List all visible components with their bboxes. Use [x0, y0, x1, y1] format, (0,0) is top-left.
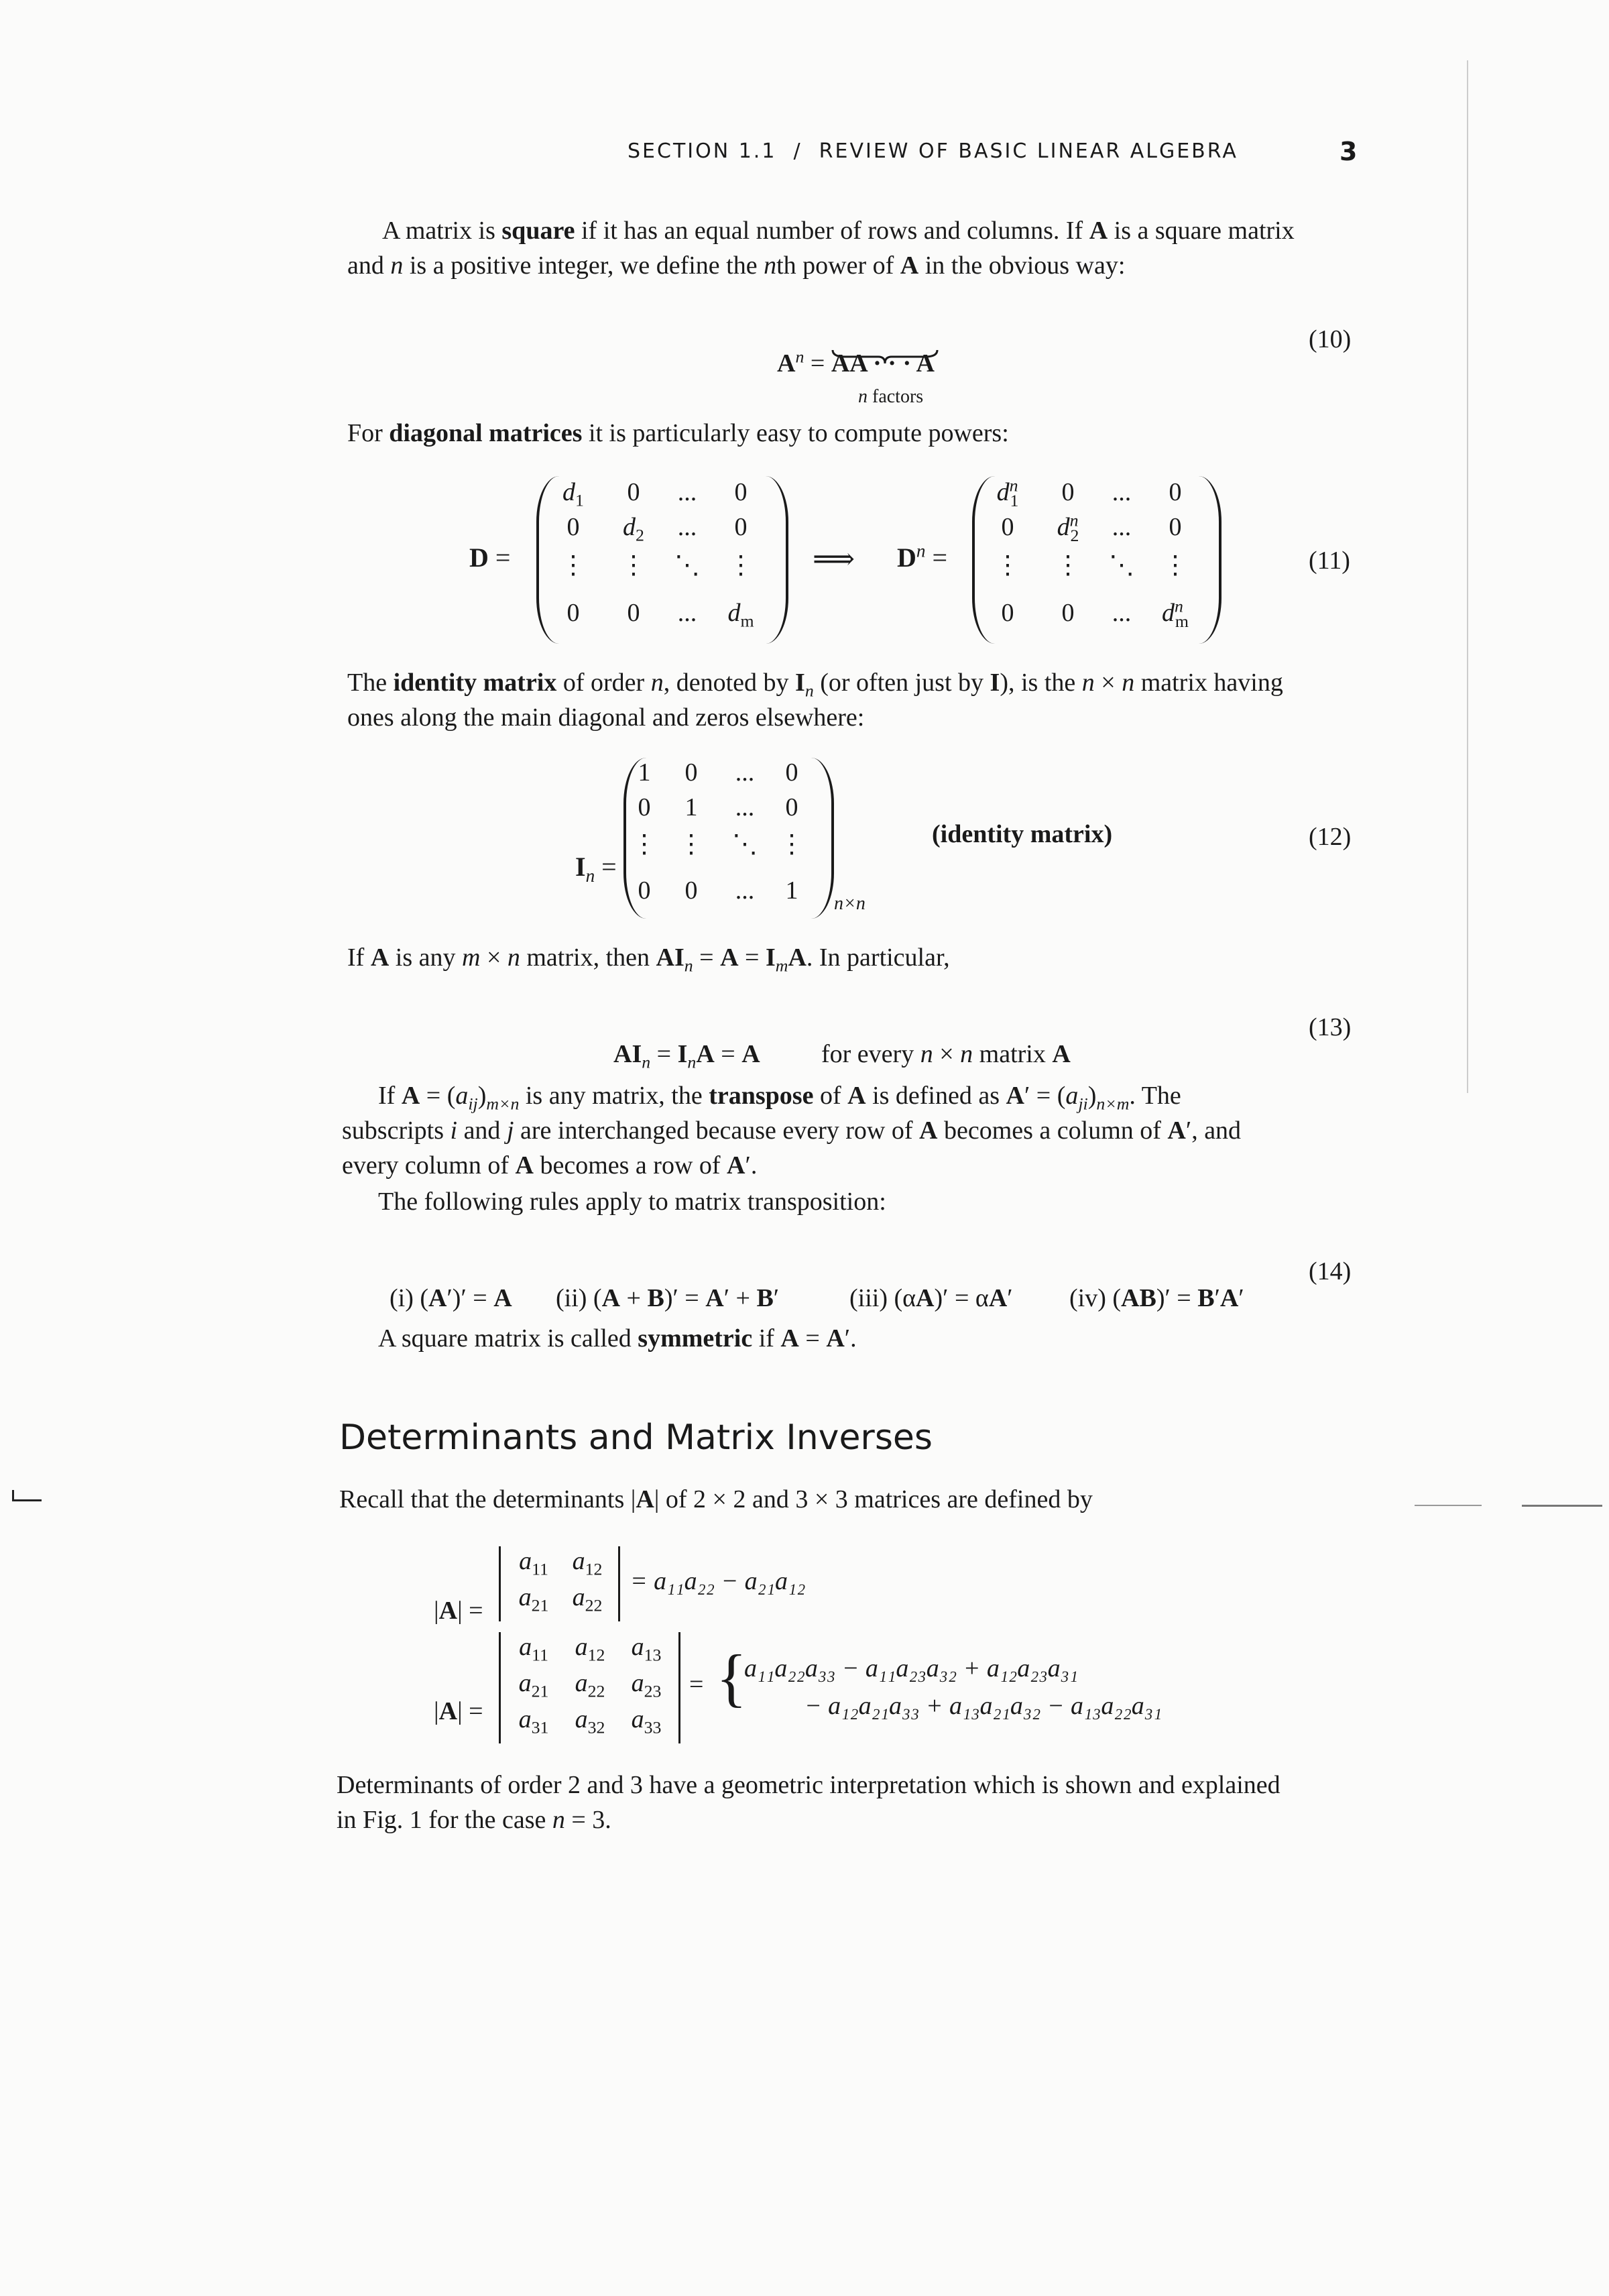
paragraph-transpose-2: subscripts i and j are interchanged because every row of A becomes a column of A′, and [342, 1116, 1242, 1145]
equation-number-14: (14) [1309, 1257, 1352, 1285]
underbrace-label: n factors [858, 386, 924, 407]
det3-expansion-line2: − a₁₂a₂₁a₃₃ + a₁₃a₂₁a₃₂ − a₁₃a₂₂a₃₁ [804, 1692, 1163, 1720]
paragraph-square-matrix-line2: and n is a positive integer, we define the nth power of A in the obvious way: [347, 251, 1126, 280]
identity-matrix-label: (identity matrix) [932, 820, 1113, 848]
det3-brace: { [716, 1642, 748, 1713]
equation-14-rule-ii: (ii) (A + B)′ = A′ + B′ [556, 1284, 780, 1312]
scan-artifact-left [12, 1499, 42, 1501]
paragraph-diagonal: For diagonal matrices it is particularly easy to compute powers: [347, 419, 1009, 447]
page-number: 3 [1339, 137, 1358, 166]
paragraph-symmetric: A square matrix is called symmetric if A = A′. [378, 1324, 857, 1353]
paragraph-transpose-1: If $A = (a_{ij})_{m\times n}$ is any matrix, the transpose of A is defined as $A' = (a_{ji})_{n\times m}$. The [378, 1082, 1181, 1114]
det2-matrix: $a_{11}$ $a_{12}$ $a_{21}$ $a_{22}$ [518, 1547, 603, 1615]
identity-subscript: n×n [834, 893, 866, 914]
det3-expansion-line1: a₁₁a₂₂a₃₃ − a₁₁a₂₃a₃₂ + a₁₂a₂₃a₃₁ [744, 1654, 1079, 1682]
paragraph-identity-line2: ones along the main diagonal and zeros elsewhere: [347, 703, 865, 732]
implies-arrow: ⟹ [813, 542, 855, 575]
det3-label: |A| = [434, 1697, 483, 1725]
paragraph-transpose-4: The following rules apply to matrix transposition: [378, 1188, 886, 1216]
underbrace [831, 349, 939, 366]
paragraph-identity: The identity matrix of order n, denoted by $I_n$ (or often just by I), is the n × n matrix having [347, 669, 1283, 701]
matrix-D: $d_1$ 0 ... 0 0 $d_2$ ... 0 ⋮ ⋮ ⋱ ⋮ 0 0 ... $d_m$ [560, 478, 754, 631]
det2-left-bar [499, 1546, 501, 1621]
equation-13: $AI_n = I_nA = A$ [613, 1040, 760, 1072]
paragraph-recall: Recall that the determinants |A| of 2 × 2 and 3 × 3 matrices are defined by [339, 1485, 1093, 1513]
paragraph-transpose-3: every column of A becomes a row of A′. [342, 1151, 758, 1180]
paragraph-any-matrix: If A is any m × n matrix, then $AI_n = A = I_mA$. In particular, [347, 943, 950, 976]
equation-14-rule-i: (i) (A′)′ = A [390, 1284, 512, 1312]
running-head: SECTION 1.1 / REVIEW OF BASIC LINEAR ALGEBRA [628, 139, 1238, 163]
det3-matrix: $a_{11}$ $a_{12}$ $a_{13}$ $a_{21}$ $a_{22}$ $a_{23}$ $a_{31}$ $a_{32}$ $a_{33}$ [518, 1633, 662, 1737]
scan-artifact-vline [1467, 60, 1468, 1093]
matrix-I: 1 0 ... 0 0 1 ... 0 ⋮ ⋮ ⋱ ⋮ 0 0 ... 1 [632, 758, 804, 905]
det3-right-bar [678, 1632, 680, 1743]
equation-number-11: (11) [1309, 547, 1350, 575]
paragraph-geometric-line2: in Fig. 1 for the case n = 3. [337, 1806, 611, 1834]
paragraph-geometric: Determinants of order 2 and 3 have a geometric interpretation which is shown and explained [337, 1771, 1280, 1799]
paragraph-square-matrix: A matrix is square if it has an equal number of rows and columns. If A is a square matrix [382, 217, 1295, 245]
scan-artifact-right-2 [1522, 1505, 1602, 1507]
scan-artifact-right [1415, 1505, 1482, 1506]
det3-equals: = [689, 1670, 704, 1699]
equation-14-rule-iii: (iii) (αA)′ = αA′ [849, 1284, 1013, 1312]
equation-number-10: (10) [1309, 325, 1352, 353]
det2-right-bar [618, 1546, 620, 1621]
matrix-Dn-label: $D^n$ = [897, 540, 948, 573]
matrix-D-label: D = [469, 542, 511, 573]
identity-label: $I_n$ = [575, 852, 617, 886]
det2-expansion: = a₁₁a₂₂ − a₂₁a₁₂ [630, 1567, 806, 1595]
matrix-Dn: $d^n_1$ 0 ... 0 0 $d^n_2$ ... 0 ⋮ ⋮ ⋱ ⋮ 0 0 ... $d^n_m$ [995, 475, 1189, 631]
det2-label: |A| = [434, 1597, 483, 1625]
section-heading: Determinants and Matrix Inverses [339, 1418, 933, 1458]
equation-14-rule-iv: (iv) (AB)′ = B′A′ [1069, 1284, 1244, 1312]
equation-13-condition: for every n × n matrix A [821, 1040, 1071, 1068]
equation-10: $A^n$ = AA · · · A [777, 347, 935, 378]
scan-artifact-left-2 [12, 1490, 14, 1501]
det3-left-bar [499, 1632, 501, 1743]
equation-number-13: (13) [1309, 1013, 1352, 1041]
equation-number-12: (12) [1309, 823, 1352, 851]
